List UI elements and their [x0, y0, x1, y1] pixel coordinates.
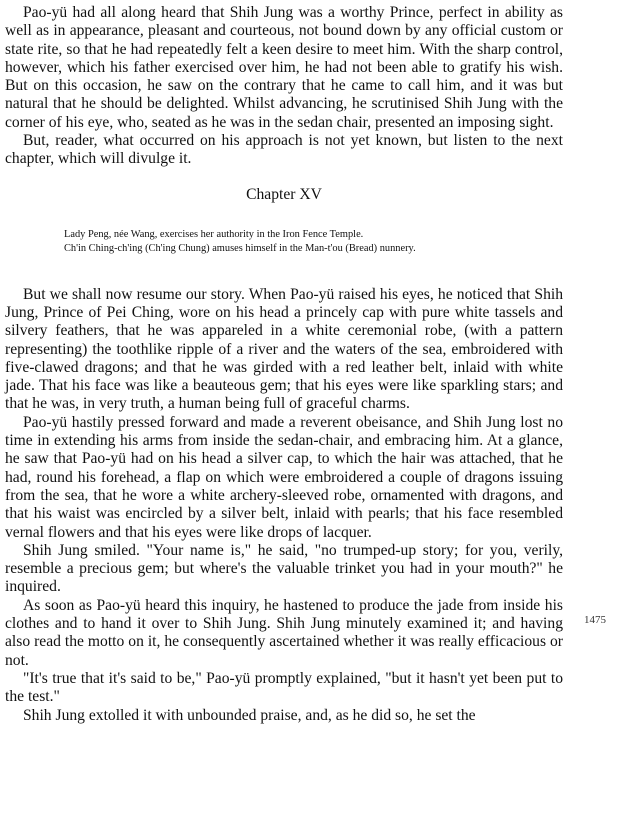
paragraph-extolled: Shih Jung extolled it with unbounded praise, and, as he did so, he set the: [23, 706, 476, 724]
paragraph-shih-jung-smiled: Shih Jung smiled. "Your name is," he said, "no trumped-up story; for you, verily, resemble a precious gem; but where's the valuable trinket you had in your mouth?" he inquired.: [5, 541, 563, 596]
chapter-title: Chapter XV: [246, 185, 322, 203]
book-page: [5, 4, 563, 725]
paragraph-next-chapter: But, reader, what occurred on his approach is not yet known, but listen to the next chapter, which will divulge it.: [5, 132, 563, 168]
paragraph-obeisance: Pao-yü hastily pressed forward and made a reverent obeisance, and Shih Jung lost no time in extending his arms from inside the sedan-chair, and embracing him. At a glance, he saw that Pao-yü had on his head a silver cap, to which the hair was attached, that he had, round his forehead, a flap on which were embroidered a couple of dragons issuing from the sea, that he wore a white archery-sleeved robe, ornamented with dragons, and that his waist was encircled by a silver belt, inlaid with pearls; that his face resembled vernal flowers and that his eyes were like drops of lacquer.: [5, 413, 563, 541]
chapter-summary-line-1: Lady Peng, née Wang, exercises her authority in the Iron Fence Temple.: [64, 228, 364, 240]
chapter-summary: [64, 228, 563, 257]
paragraph-not-tested: "It's true that it's said to be," Pao-yü promptly explained, "but it hasn't yet been put to the test.": [5, 669, 563, 706]
paragraph-prince-reputation: Pao-yü had all along heard that Shih Jung was a worthy Prince, perfect in ability as well as in appearance, pleasant and courteous, not bound down by any official custom or state rite, so that he had repeatedly felt a keen desire to meet him. With the sharp control, however, which his father exercised over him, he had not been able to gratify his wish. But on this occasion, he saw on the contrary that he came to call him, and it was but natural that he should be delighted. Whilst advancing, he scrutinised Shih Jung with the corner of his eye, who, seated as he was in the sedan chair, presented an imposing sight.: [5, 4, 563, 131]
chapter-summary-line-2: Ch'in Ching-ch'ing (Ch'ing Chung) amuses himself in the Man-t'ou (Bread) nunnery.: [64, 243, 416, 255]
paragraph-resume-story: But we shall now resume our story. When Pao-yü raised his eyes, he noticed that Shih Jung, Prince of Pei Ching, wore on his head a princely cap with pure white tassels and silvery feathers, that he was appareled in a white ceremonial robe, (with a pattern representing) the toothlike ripple of a river and the waters of the sea, embroidered with five-clawed dragons; and that he was girded with a red leather belt, inlaid with white jade. That his face was like a beauteous gem; that his eyes were like sparkling stars; and that he was, in very truth, a human being full of graceful charms.: [5, 285, 563, 413]
page-number: 1475: [584, 614, 606, 626]
paragraph-jade-produced: As soon as Pao-yü heard this inquiry, he hastened to produce the jade from inside his clothes and to hand it over to Shih Jung. Shih Jung minutely examined it; and having also read the motto on it, he consequently ascertained whether it was really efficacious or not.: [5, 596, 563, 669]
